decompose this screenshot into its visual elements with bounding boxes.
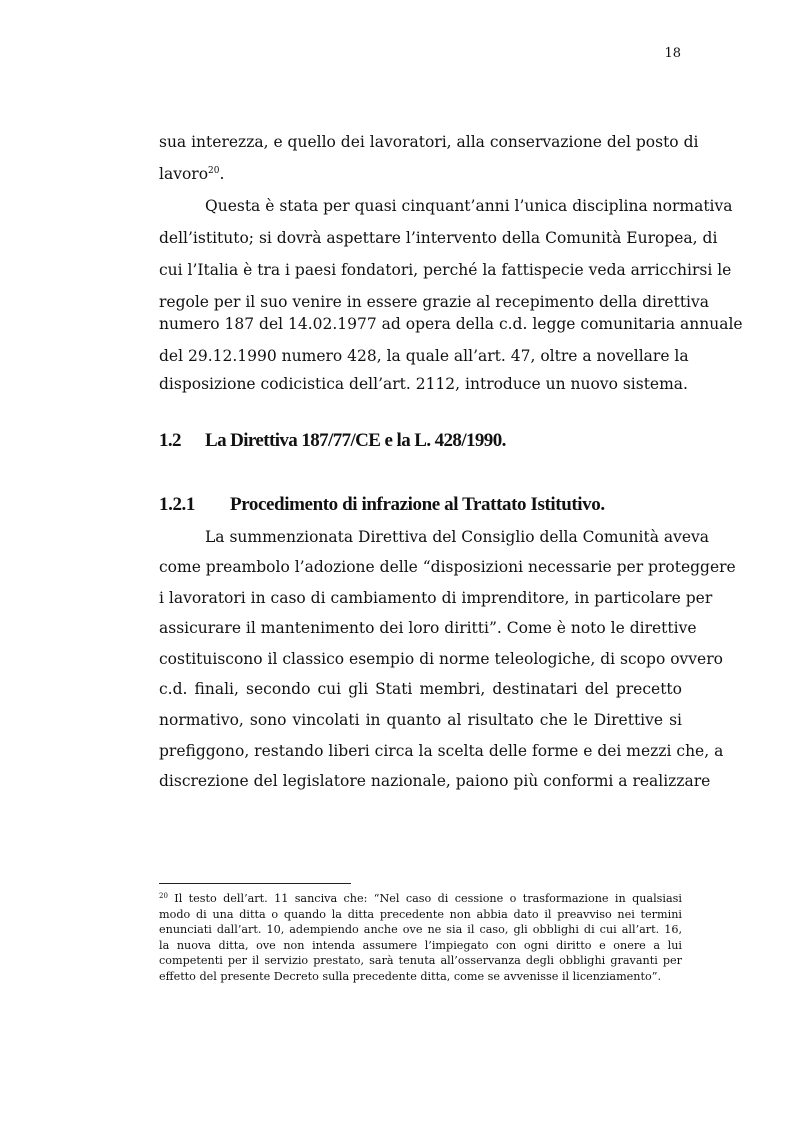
- text-line: costituiscono il classico esempio di norme teleologiche, di scopo ovvero: [159, 650, 723, 668]
- footnote-separator: [159, 883, 351, 884]
- section-title: La Direttiva 187/77/CE e la L. 428/1990.: [205, 430, 506, 451]
- text-line: La summenzionata Direttiva del Consiglio della Comunità aveva: [205, 528, 710, 546]
- text-line: numero 187 del 14.02.1977 ad opera della c.d. legge comunitaria annuale: [159, 315, 743, 333]
- subsection-number: 1.2.1: [159, 494, 196, 515]
- subsection-heading: [159, 494, 605, 516]
- text-fragment: Il testo dell’art. 11 sanciva che: “Nel caso di cessione o trasformazione in qualsiasi: [167, 892, 682, 905]
- text-line: come preambolo l’adozione delle “disposizioni necessarie per proteggere: [159, 558, 736, 576]
- text-line: dell’istituto; si dovrà aspettare l’intervento della Comunità Europea, di: [159, 229, 718, 247]
- footnote-line: enunciati dall’art. 10, adempiendo anche ove ne sia il caso, gli obblighi di cui all’art. 16,: [159, 923, 682, 936]
- text-line: lavoro$^{20}$.: [159, 165, 225, 183]
- footnote-reference[interactable]: 20: [208, 166, 220, 176]
- footnote-line: modo di una ditta o quando la ditta precedente non abbia dato il preavviso nei termini: [159, 908, 682, 921]
- text-line: i lavoratori in caso di cambiamento di imprenditore, in particolare per: [159, 589, 713, 607]
- footnote-line: effetto del presente Decreto sulla precedente ditta, come se avvenisse il licenziamento”.: [159, 970, 662, 983]
- text-line: assicurare il mantenimento dei loro diritti”. Come è noto le direttive: [159, 619, 697, 637]
- text-line: c.d. finali, secondo cui gli Stati membri, destinatari del precetto: [159, 680, 682, 698]
- footnote-line: la nuova ditta, ove non intenda assumere l’impiegato con ogni diritto e onere a lui: [159, 939, 682, 952]
- footnote-line: [159, 891, 682, 906]
- text-line: discrezione del legislatore nazionale, paiono più conformi a realizzare: [159, 772, 711, 790]
- text-line: Questa è stata per quasi cinquant’anni l’unica disciplina normativa: [205, 197, 733, 215]
- text-line: normativo, sono vincolati in quanto al risultato che le Direttive si: [159, 711, 682, 729]
- text-line: cui l’Italia è tra i paesi fondatori, perché la fattispecie veda arricchirsi le: [159, 261, 732, 279]
- text-line: regole per il suo venire in essere grazie al recepimento della direttiva: [159, 293, 710, 311]
- text-fragment: lavoro: [159, 165, 209, 183]
- page-number: 18: [664, 46, 681, 61]
- text-line: del 29.12.1990 numero 428, la quale all’art. 47, oltre a novellare la: [159, 347, 689, 365]
- section-heading: [159, 430, 506, 452]
- text-line: prefiggono, restando liberi circa la scelta delle forme e dei mezzi che, a: [159, 742, 724, 760]
- footnote-line: competenti per il servizio prestato, sarà tenuta all’osservanza degli obblighi gravanti per: [159, 954, 682, 967]
- text-line: disposizione codicistica dell’art. 2112, introduce un nuovo sistema.: [159, 375, 688, 393]
- subsection-title: Procedimento di infrazione al Trattato Istitutivo.: [230, 494, 605, 515]
- text-line: sua interezza, e quello dei lavoratori, alla conservazione del posto di: [159, 133, 699, 151]
- footnote-number: 20: [159, 892, 168, 900]
- section-number: 1.2: [159, 430, 181, 451]
